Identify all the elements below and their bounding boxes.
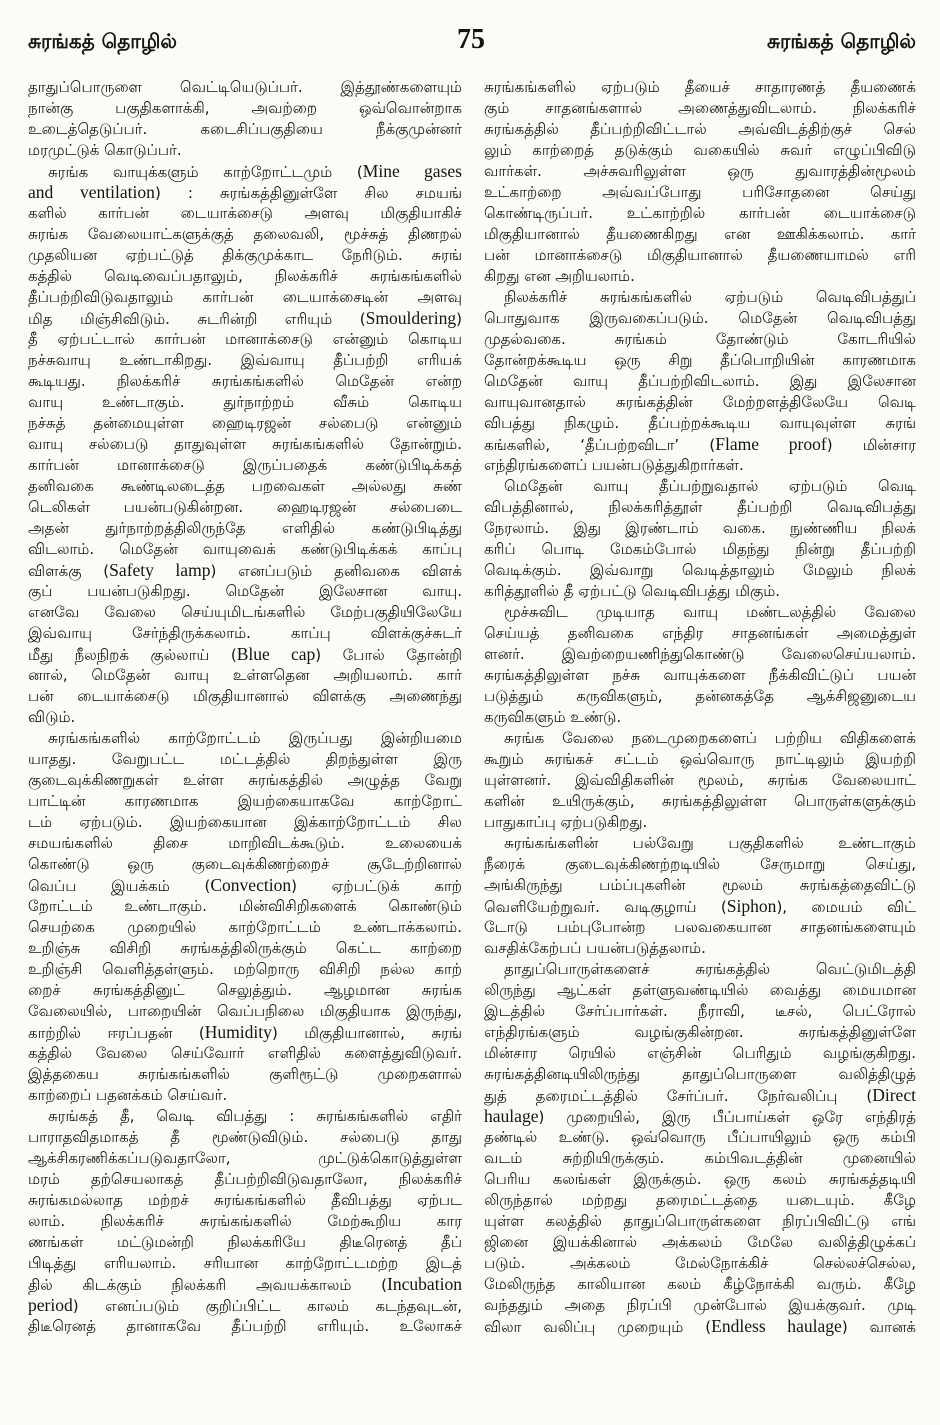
latin-term: Blue cap <box>236 644 316 664</box>
text-line: வார்கள். அச்சுவரிலுள்ள ஒரு துவாரத்தின்மூலம் <box>484 162 916 180</box>
text-line: சுரங்கங்களின் பல்வேறு பகுதிகளில் உண்டாகும் <box>504 834 916 852</box>
text-line: கரித்தூளில் தீ ஏற்பட்டு வெடிவிபத்து மிகும். <box>484 582 781 600</box>
latin-term: Convection <box>210 875 292 895</box>
latin-term: Safety lamp <box>109 560 211 580</box>
text-line: லிருந்து ஆட்கள் தள்ளுவண்டியில் வைத்து மையமான <box>484 981 916 999</box>
text-line: கார்பன் மானாக்சைடு இருப்பதைக் கண்டுபிடிக்கத் <box>28 456 462 474</box>
text-line: பாதுகாப்பு ஏற்படுகிறது. <box>484 813 648 831</box>
text-line: சுரங்கத்தில் தீப்பற்றிவிட்டால் அவ்விடத்திற்குச் செல் <box>484 120 916 138</box>
text-line: ளனர். இவற்றையணிந்துகொண்டு வேலைசெய்யலாம். <box>484 645 916 663</box>
text-line: ஆக்சிகரணிக்கப்படுவதாலோ, முட்டுக்கொடுத்துள்ள <box>28 1149 462 1167</box>
text-line: லும் காற்றைத் தடுக்கும் வகையில் சுவர் எழுப்பிவிடு <box>484 141 916 159</box>
text-line: செய்யத் தனிவகை எந்திர சாதனங்கள் அமைத்துள் <box>484 624 916 642</box>
text-line: குப் பயன்படுகிறது. மெதேன் இலேசான வாயு. <box>28 582 462 600</box>
paragraph <box>28 161 462 728</box>
paragraph <box>28 728 462 1106</box>
text-line: பொதுவாக இருவகைப்படும். மெதேன் வெடிவிபத்து <box>484 309 916 327</box>
text-line: கருவிகளும் உண்டு. <box>484 708 622 726</box>
latin-term: period <box>28 1295 73 1315</box>
text-line: வேலையில், பாறையின் வெப்பநிலை மிகுதியாக இருந்து, <box>28 1002 462 1020</box>
page-number: 75 <box>457 24 485 55</box>
text-line: பாட்டின் காரணமாக இயற்கையாகவே காற்றோட் <box>28 792 462 810</box>
latin-term: Endless haulage <box>711 1316 842 1336</box>
latin-term: Flame proof <box>715 434 827 454</box>
paragraph <box>28 77 462 161</box>
text-line: விபத்து நிகழும். தீப்பற்றக்கூடிய வாயுவுள்ள சுரங் <box>484 414 916 432</box>
latin-term: haulage <box>484 1106 539 1126</box>
text-line: லாம். நிலக்கரிச் சுரங்கங்களில் மேற்கூறிய கார <box>28 1212 462 1230</box>
text-line: வெடிக்கும். இவ்வாறு வெடித்தாலும் மேலும் நிலக் <box>484 561 916 579</box>
text-line: காற்றைப் பதனக்கம் செய்வர். <box>28 1086 228 1104</box>
right-column <box>484 77 916 1337</box>
text-line: மெதேன் வாயு தீப்பற்றுவதால் ஏற்படும் வெடி <box>504 477 916 495</box>
text-line: எந்திரங்களும் வழங்குகின்றன. சுரங்கத்தினுள்ளே <box>484 1023 916 1041</box>
paragraph <box>484 476 916 602</box>
paragraph <box>484 833 916 959</box>
text-line: தனிவகை கூண்டிலடைத்த பறவைகள் அல்லது சுண் <box>28 477 462 495</box>
text-line: கொண்டு ஒரு குடைவுக்கிணற்றைச் சூடேற்றினால் <box>28 855 462 873</box>
text-line: கத்தில் வெடிவைப்பதாலும், நிலக்கரிச் சுரங்கங்களில் <box>28 267 462 285</box>
text-line: இடத்தில் சேர்ப்பார்கள். நீராவி, டீசல், பெட்ரோல் <box>484 1002 916 1020</box>
text-line: முதல்வகை. சுரங்கம் தோண்டும் கோடரியில் <box>484 330 916 348</box>
text-line: தோன்றக்கூடிய ஒரு சிறு தீப்பொறியின் காரணமாக <box>484 351 916 369</box>
text-line: வசதிக்கேற்பப் பயன்படுத்தலாம். <box>484 939 706 957</box>
text-line: களில் கார்பன் டையாக்சைடு அளவு மிகுதியாகிச் <box>28 204 462 222</box>
text-line: உடைத்தெடுப்பர். கடைசிப்பகுதியை நீக்குமுன்னர் <box>28 120 462 138</box>
text-line: தாதுப்பொருளை வெட்டியெடுப்பர். இத்தூண்களையும் <box>28 78 462 96</box>
text-line: கத்தில் வேலை செய்வோர் எளிதில் களைத்துவிடுவர். <box>28 1044 462 1062</box>
running-title-left: சுரங்கத் தொழில் <box>28 29 178 53</box>
text-line: லிருந்தால் மற்றது தரைமட்டத்தை யடையும். கீழே <box>484 1191 916 1209</box>
text-line: யுள்ள கலத்தில் தாதுப்பொருள்களை நிரப்பிவிட்டு எங் <box>484 1212 916 1230</box>
text-line: தண்டில் உண்டு. ஒவ்வொரு பீப்பாயிலும் ஒரு கம்பி <box>484 1128 916 1146</box>
text-line: ணங்கள் மட்டுமன்றி நிலக்கரியே திடீரெனத் தீப் <box>28 1233 462 1251</box>
text-line: உறிஞ்சி வெளித்தள்ளும். மற்றொரு விசிறி நல்ல காற் <box>28 960 462 978</box>
latin-term: Siphon <box>726 896 777 916</box>
paragraph <box>484 959 916 1337</box>
text-line: சுரங்கங்களில் காற்றோட்டம் இருப்பது இன்றியமை <box>48 729 462 747</box>
text-line: மிகுதியானால் தீயணைகிறது என ஊகிக்கலாம். கார் <box>484 225 916 243</box>
text-line: சுரங்க வேலை நடைமுறைகளைப் பற்றிய விதிகளைக் <box>504 729 916 747</box>
text-line: னால், மெதேன் வாயு உள்ளதென அறியலாம். கார் <box>28 666 462 684</box>
text-line: டோடு பம்புபோன்ற பலவகையான சாதனங்களையும் <box>484 918 916 936</box>
text-line: மரமுட்டுக் கொடுப்பர். <box>28 141 182 159</box>
text-line: உட்காற்றை அவ்வப்போது பரிசோதனை செய்து <box>484 183 916 201</box>
text-line: சுரங்கத்திலுள்ள நச்சு வாயுக்களை நீக்கிவிட்டுப் பயன் <box>484 666 916 684</box>
text-line: கூறும் சுரங்கச் சட்டம் ஒவ்வொரு நாட்டிலும் இயற்றி <box>484 750 916 768</box>
text-line: சுரங்கத்தினடியிலிருந்து தாதுப்பொருளை வலித்திழுத் <box>484 1065 916 1083</box>
text-line: களின் உயிருக்கும், சுரங்கத்திலுள்ள பொருள்களுக்கும் <box>484 792 916 810</box>
text-line: மூச்சுவிட முடியாத வாயு மண்டலத்தில் வேலை <box>504 603 916 621</box>
text-line: விடும். <box>28 708 76 726</box>
text-line: விலா வலிப்பு முறையும் (Endless haulage) வானக் <box>484 1316 916 1336</box>
text-line: பிடித்து எரியலாம். சரியான காற்றோட்டமற்ற இடத் <box>28 1254 462 1272</box>
latin-term: Mine gases <box>362 161 462 181</box>
text-line: கங்களில், ‘தீப்பற்றவிடா’ (Flame proof) மின்சார <box>484 434 916 454</box>
text-line: எந்திரங்களைப் பயன்படுத்துகிறார்கள். <box>484 456 744 474</box>
text-line: இவ்வாயு சேர்ந்திருக்கலாம். காப்பு விளக்குச்சுடர் <box>28 624 462 642</box>
text-line: மேலிருந்த காலியான கலம் கீழ்நோக்கி வரும். கீழே <box>484 1275 916 1293</box>
latin-term: Smouldering <box>365 308 457 328</box>
text-line: நச்சுத் தன்மையுள்ள ஹைடிரஜன் சல்பைடு என்னும் <box>28 414 462 432</box>
text-line: தில் கிடக்கும் நிலக்கரி அவயக்காலம் (Incubation <box>28 1274 462 1294</box>
latin-term: Incubation <box>387 1274 462 1294</box>
text-line: கூடியது. நிலக்கரிச் சுரங்கங்களில் மெதேன் என்ற <box>28 372 462 390</box>
text-line: வடம் சுற்றியிருக்கும். கம்பிவடத்தின் முனையில் <box>484 1149 916 1167</box>
left-column <box>28 77 462 1337</box>
text-line: திடீரெனத் தானாகவே தீப்பற்றி எரியும். உலோகச் <box>28 1317 462 1335</box>
text-line: காற்றில் ஈரப்பதன் (Humidity) மிகுதியானால், சுரங் <box>28 1022 462 1042</box>
text-line: அங்கிருந்து பம்ப்புகளின் மூலம் சுரங்கத்தைவிட்டு <box>484 876 916 894</box>
text-line: எனவே வேலை செய்யுமிடங்களில் மேற்பகுதியிலேயே <box>28 603 462 621</box>
text-line: மித மிஞ்சிவிடும். சுடரின்றி எரியும் (Smouldering) <box>28 308 462 328</box>
paragraph <box>484 728 916 833</box>
latin-term: and ventilation <box>28 182 155 202</box>
latin-term: Direct <box>872 1085 916 1105</box>
text-line: வாயு உண்டாகும். துர்நாற்றம் வீசும் கொடிய <box>28 393 462 411</box>
text-line: படும். அக்கலம் மேல்நோக்கிச் செல்லச்செல்ல, <box>484 1254 916 1272</box>
text-line: சுரங்கங்களில் ஏற்படும் தீயைச் சாதாரணத் தீயணைக் <box>484 78 916 96</box>
text-line: கரிப் பொடி மேகம்போல் மிதந்து நின்று தீப்பற்றி <box>484 540 916 558</box>
text-line: பாராதவிதமாகத் தீ மூண்டுவிடும். சல்பைடு தாது <box>28 1128 462 1146</box>
text-line: குடைவுக்கிணறுகள் உள்ள சுரங்கத்தில் அழுத்த வேறு <box>28 771 462 789</box>
text-line: வெளியேற்றுவர். வடிகுழாய் (Siphon), மையம் விட் <box>484 896 916 916</box>
text-line: படுத்தும் கருவிகளும், தன்னகத்தே ஆக்சிஜனுடைய <box>484 687 916 705</box>
text-line: தீ ஏற்பட்டால் கார்பன் மானாக்சைடு என்னும் கொடிய <box>28 330 462 348</box>
text-line: period) எனப்படும் குறிப்பிட்ட காலம் கடந்தவுடன், <box>28 1295 462 1315</box>
text-line: and ventilation) : சுரங்கத்தினுள்ளே சில சமயங் <box>28 182 462 202</box>
text-line: டெலிகள் பயன்படுகின்றன. ஹைடிரஜன் சல்பைடை <box>28 498 462 516</box>
text-line: இத்தகைய சுரங்கங்களில் குளிரூட்டு முறைகளால் <box>28 1065 462 1083</box>
text-line: றோட்டம் உண்டாகும். மின்விசிறிகளைக் கொண்டும் <box>28 897 462 915</box>
text-line: ஜினை இயக்கினால் அக்கலம் மேலே வலித்திழுக்கப் <box>484 1233 916 1251</box>
text-line: நான்கு பகுதிகளாக்கி, அவற்றை ஒவ்வொன்றாக <box>28 99 462 117</box>
text-line: விளக்கு (Safety lamp) எனப்படும் தனிவகை விளக் <box>28 560 462 580</box>
text-line: நேரலாம். இது இரண்டாம் வகை. நுண்ணிய நிலக் <box>484 519 916 537</box>
text-line: haulage) முறையில், இரு பீப்பாய்கள் ஒரே எந்திரத் <box>484 1106 916 1126</box>
text-line: டம் ஏற்படும். இயற்கையான இக்காற்றோட்டம் சில <box>28 813 462 831</box>
text-line: மீது நீலநிறக் குல்லாய் (Blue cap) போல் தோன்றி <box>28 644 462 664</box>
text-line: வெப்ப இயக்கம் (Convection) ஏற்பட்டுக் காற் <box>28 875 462 895</box>
paragraph <box>484 287 916 476</box>
text-line: நிலக்கரிச் சுரங்கங்களில் ஏற்படும் வெடிவிபத்துப் <box>504 288 916 306</box>
paragraph <box>484 77 916 287</box>
text-line: செயற்கை முறையில் காற்றோட்டம் உண்டாக்கலாம். <box>28 918 462 936</box>
paragraph <box>28 1106 462 1337</box>
text-line: கொண்டிருப்பர். உட்காற்றில் கார்பன் டையாக்சைடு <box>484 204 916 222</box>
text-line: யுள்ளனர். இவ்விதிகளின் மூலம், சுரங்க வேலையாட் <box>484 771 916 789</box>
text-line: துத் தரைமட்டத்தில் சேர்ப்பர். நேர்வலிப்பு (Direct <box>484 1085 916 1105</box>
text-line: நீரைக் குடைவுக்கிணற்றடியில் சேருமாறு செய்து, <box>484 855 916 873</box>
text-line: கும் சாதனங்களால் அணைத்துவிடலாம். நிலக்கரிச் <box>484 99 916 117</box>
text-line: சமயங்களில் திசை மாறிவிடக்கூடும். உலையைக் <box>28 834 462 852</box>
text-line: றைச் சுரங்கத்தினுட் செலுத்தும். ஆழமான சுரங்க <box>28 981 462 999</box>
text-line: யாதது. வேறுபட்ட மட்டத்தில் திறந்துள்ள இரு <box>28 750 462 768</box>
text-line: தாதுப்பொருள்களைச் சுரங்கத்தில் வெட்டுமிடத்தி <box>504 960 916 978</box>
text-line: சுரங்க வேலையாட்களுக்குத் தலைவலி, மூச்சுத் திணறல் <box>28 225 462 243</box>
text-line: கிறது என அறியலாம். <box>484 267 635 285</box>
running-title-right: சுரங்கத் தொழில் <box>766 29 916 53</box>
latin-term: Humidity <box>204 1022 272 1042</box>
text-line: உறிஞ்சு விசிறி சுரங்கத்திலிருக்கும் கெட்ட காற்றை <box>28 939 462 957</box>
text-line: பெரிய கலங்கள் இருக்கும். ஒரு கலம் சுரங்கத்தடியி <box>484 1170 916 1188</box>
text-line: சுரங்கத் தீ, வெடி விபத்து : சுரங்கங்களில் எதிர் <box>48 1107 462 1125</box>
text-line: மரம் தற்செயலாகத் தீப்பற்றிவிடுவதாலோ, நிலக்கரிச் <box>28 1170 462 1188</box>
paragraph <box>484 602 916 728</box>
text-line: நச்சுவாயு உண்டாகிறது. இவ்வாயு தீப்பற்றி எரியக் <box>28 351 462 369</box>
text-line: சுரங்கமல்லாத மற்றச் சுரங்கங்களில் தீவிபத்து ஏற்பட <box>28 1191 462 1209</box>
text-line: வாயுவானதால் சுரங்கத்தின் மேற்றளத்திலேயே வெடி <box>484 393 916 411</box>
text-line: பன் மானாக்சைடு மிகுதியானால் தீயணையாமல் எரி <box>484 246 916 264</box>
text-line: வாயு சல்பைடு தாதுவுள்ள சுரங்கங்களில் தோன்றும். <box>28 435 462 453</box>
text-line: வந்ததும் அதை நிரப்பி முன்போல் இயக்குவர். முடி <box>484 1296 916 1314</box>
text-line: சுரங்க வாயுக்களும் காற்றோட்டமும் (Mine gases <box>48 161 462 181</box>
text-line: மின்சார ரெயில் எஞ்சின் பெரிதும் வழங்குகிறது. <box>484 1044 916 1062</box>
text-line: விடலாம். மெதேன் வாயுவைக் கண்டுபிடிக்கக் காப்பு <box>28 540 462 558</box>
text-line: தீப்பற்றிவிடுவதாலும் கார்பன் டையாக்சைடின் அளவு <box>28 288 462 306</box>
text-line: முதலியன ஏற்பட்டுத் திக்குமுக்காட நேரிடும். சுரங் <box>28 246 462 264</box>
text-line: பன் டையாக்சைடு மிகுதியானால் விளக்கு அணைந்து <box>28 687 462 705</box>
text-line: அதன் துர்நாற்றத்திலிருந்தே எளிதில் கண்டுபிடித்து <box>28 519 462 537</box>
text-line: விபத்தினால், நிலக்கரித்தூள் தீப்பற்றி வெடிவிபத்து <box>484 498 916 516</box>
text-line: மெதேன் வாயு தீப்பற்றிவிடலாம். இது இலேசான <box>484 372 916 390</box>
